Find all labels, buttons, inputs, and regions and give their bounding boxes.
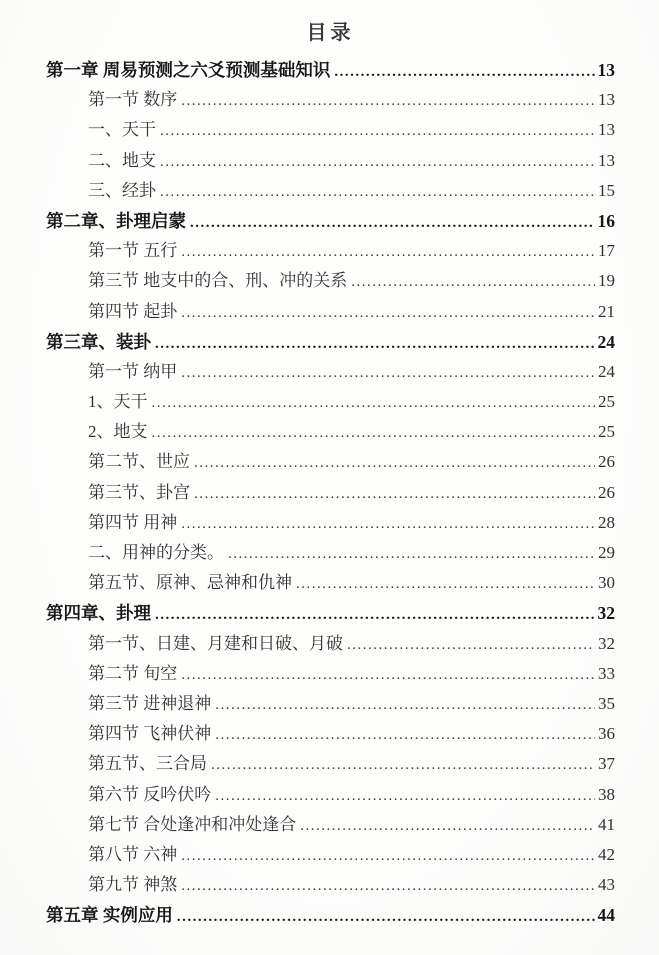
dot-leader bbox=[155, 598, 595, 630]
toc-entry-page: 16 bbox=[597, 210, 615, 231]
toc-entry bbox=[46, 719, 615, 749]
toc-entry bbox=[46, 629, 615, 659]
dot-leader bbox=[347, 629, 595, 660]
dot-leader bbox=[215, 780, 595, 811]
toc-entry bbox=[46, 538, 615, 568]
toc-entry bbox=[46, 146, 615, 176]
toc-entry-page: 36 bbox=[598, 724, 615, 744]
page-title: 目录 bbox=[306, 22, 355, 44]
dot-leader bbox=[181, 236, 595, 267]
toc-entry bbox=[46, 447, 615, 477]
toc-entry bbox=[46, 749, 615, 779]
toc-entry bbox=[46, 780, 615, 810]
toc-entry-title: 第五章 实例应用 bbox=[46, 905, 173, 926]
dot-leader bbox=[152, 387, 596, 418]
toc-entry-page: 42 bbox=[598, 844, 615, 864]
toc-entry-title: 第三章、装卦 bbox=[46, 331, 151, 352]
toc-entry bbox=[46, 236, 615, 266]
dot-leader bbox=[181, 659, 595, 690]
toc-entry-page: 32 bbox=[598, 633, 615, 653]
toc-entry-page: 33 bbox=[598, 663, 615, 683]
toc-entry-page: 24 bbox=[597, 331, 615, 352]
toc-entry-title: 第二节 旬空 bbox=[88, 663, 178, 683]
toc-entry bbox=[46, 357, 615, 387]
toc-entry-title: 第八节 六神 bbox=[88, 844, 178, 864]
toc-entry-title: 第二节、世应 bbox=[88, 452, 190, 472]
toc-entry-page: 21 bbox=[598, 301, 615, 321]
toc-entry bbox=[46, 900, 615, 930]
toc-entry-title: 第五节、三合局 bbox=[88, 754, 207, 774]
toc-entry-page: 29 bbox=[598, 543, 615, 562]
toc-entry-title: 2、地支 bbox=[88, 422, 148, 442]
toc-entry-page: 13 bbox=[598, 90, 615, 110]
dot-leader bbox=[211, 749, 595, 780]
toc-entry-page: 30 bbox=[598, 573, 615, 593]
dot-leader bbox=[160, 176, 595, 207]
toc-entry bbox=[46, 659, 615, 689]
dot-leader bbox=[228, 538, 595, 569]
dot-leader bbox=[181, 85, 595, 116]
toc-entry-page: 44 bbox=[597, 905, 615, 926]
toc-entry-page: 35 bbox=[598, 693, 615, 713]
toc-entry-page: 32 bbox=[597, 603, 615, 624]
toc-entry-title: 第一节、日建、月建和日破、月破 bbox=[88, 633, 343, 653]
dot-leader bbox=[155, 327, 595, 359]
toc-entry-page: 19 bbox=[598, 271, 615, 291]
toc-entry-title: 第五节、原神、忌神和仇神 bbox=[88, 573, 292, 593]
toc-entry-title: 第一节 纳甲 bbox=[88, 361, 178, 381]
toc-entry bbox=[46, 85, 615, 115]
dot-leader bbox=[181, 297, 595, 328]
dot-leader bbox=[152, 417, 596, 448]
toc-entry-page: 13 bbox=[598, 120, 615, 140]
toc-entry bbox=[46, 206, 615, 236]
toc-entry bbox=[46, 478, 615, 508]
toc-entry bbox=[46, 55, 615, 85]
toc-entry-page: 26 bbox=[598, 482, 615, 502]
toc-entry-title: 第四节 飞神伏神 bbox=[88, 724, 212, 744]
dot-leader bbox=[181, 508, 595, 539]
toc-entry-title: 第三节 地支中的合、刑、冲的关系 bbox=[88, 271, 348, 291]
toc-entry-title: 二、用神的分类。 bbox=[88, 543, 224, 562]
dot-leader bbox=[194, 478, 595, 509]
toc-entry bbox=[46, 810, 615, 840]
toc-entry-title: 第二章、卦理启蒙 bbox=[46, 210, 186, 231]
toc-entry bbox=[46, 176, 615, 206]
toc-entry bbox=[46, 840, 615, 870]
toc-entry-title: 第一章 周易预测之六爻预测基础知识 bbox=[46, 60, 331, 80]
toc-entry-page: 17 bbox=[598, 241, 615, 261]
toc-entry-title: 三、经卦 bbox=[88, 180, 156, 200]
toc-entry-title: 第六节 反吟伏吟 bbox=[88, 784, 212, 804]
dot-leader bbox=[177, 900, 595, 932]
toc-entry bbox=[46, 115, 615, 145]
dot-leader bbox=[160, 146, 595, 177]
toc-list bbox=[46, 55, 615, 930]
toc-entry bbox=[46, 689, 615, 719]
toc-entry-page: 43 bbox=[598, 875, 615, 895]
toc-entry-title: 1、天干 bbox=[88, 392, 148, 412]
toc-entry-page: 24 bbox=[598, 361, 615, 381]
toc-entry bbox=[46, 266, 615, 296]
toc-entry bbox=[46, 387, 615, 417]
toc-entry-page: 13 bbox=[597, 60, 615, 80]
toc-entry-page: 28 bbox=[598, 512, 615, 532]
toc-entry bbox=[46, 297, 615, 327]
dot-leader bbox=[215, 719, 595, 750]
toc-entry-page: 38 bbox=[598, 784, 615, 804]
toc-entry-title: 第九节 神煞 bbox=[88, 875, 178, 895]
toc-entry-title: 第四节 用神 bbox=[88, 512, 178, 532]
toc-entry-title: 一、天干 bbox=[88, 120, 156, 140]
toc-entry bbox=[46, 568, 615, 598]
toc-entry bbox=[46, 508, 615, 538]
dot-leader bbox=[334, 55, 594, 87]
dot-leader bbox=[190, 206, 595, 238]
dot-leader bbox=[215, 689, 595, 720]
toc-entry-title: 第一节 数序 bbox=[88, 90, 178, 110]
dot-leader bbox=[351, 266, 595, 297]
dot-leader bbox=[296, 568, 595, 599]
toc-entry-page: 25 bbox=[598, 392, 615, 412]
toc-entry-page: 26 bbox=[598, 452, 615, 472]
toc-entry-page: 41 bbox=[598, 814, 615, 834]
toc-entry-title: 第七节 合处逢冲和冲处逢合 bbox=[88, 814, 297, 834]
toc-entry-title: 二、地支 bbox=[88, 150, 156, 170]
dot-leader bbox=[194, 447, 595, 478]
toc-entry bbox=[46, 870, 615, 900]
toc-entry-title: 第四章、卦理 bbox=[46, 603, 151, 624]
toc-entry bbox=[46, 417, 615, 447]
toc-entry-page: 13 bbox=[598, 150, 615, 170]
toc-entry bbox=[46, 327, 615, 357]
toc-entry-page: 37 bbox=[598, 754, 615, 774]
toc-entry-title: 第一节 五行 bbox=[88, 241, 178, 261]
toc-entry-title: 第四节 起卦 bbox=[88, 301, 178, 321]
dot-leader bbox=[181, 870, 595, 901]
dot-leader bbox=[160, 115, 595, 146]
toc-entry bbox=[46, 598, 615, 628]
toc-entry-title: 第三节、卦宫 bbox=[88, 482, 190, 502]
dot-leader bbox=[181, 840, 595, 871]
toc-entry-page: 25 bbox=[598, 422, 615, 442]
dot-leader bbox=[181, 357, 595, 388]
dot-leader bbox=[300, 810, 595, 841]
toc-entry-title: 第三节 进神退神 bbox=[88, 693, 212, 713]
toc-entry-page: 15 bbox=[598, 180, 615, 200]
